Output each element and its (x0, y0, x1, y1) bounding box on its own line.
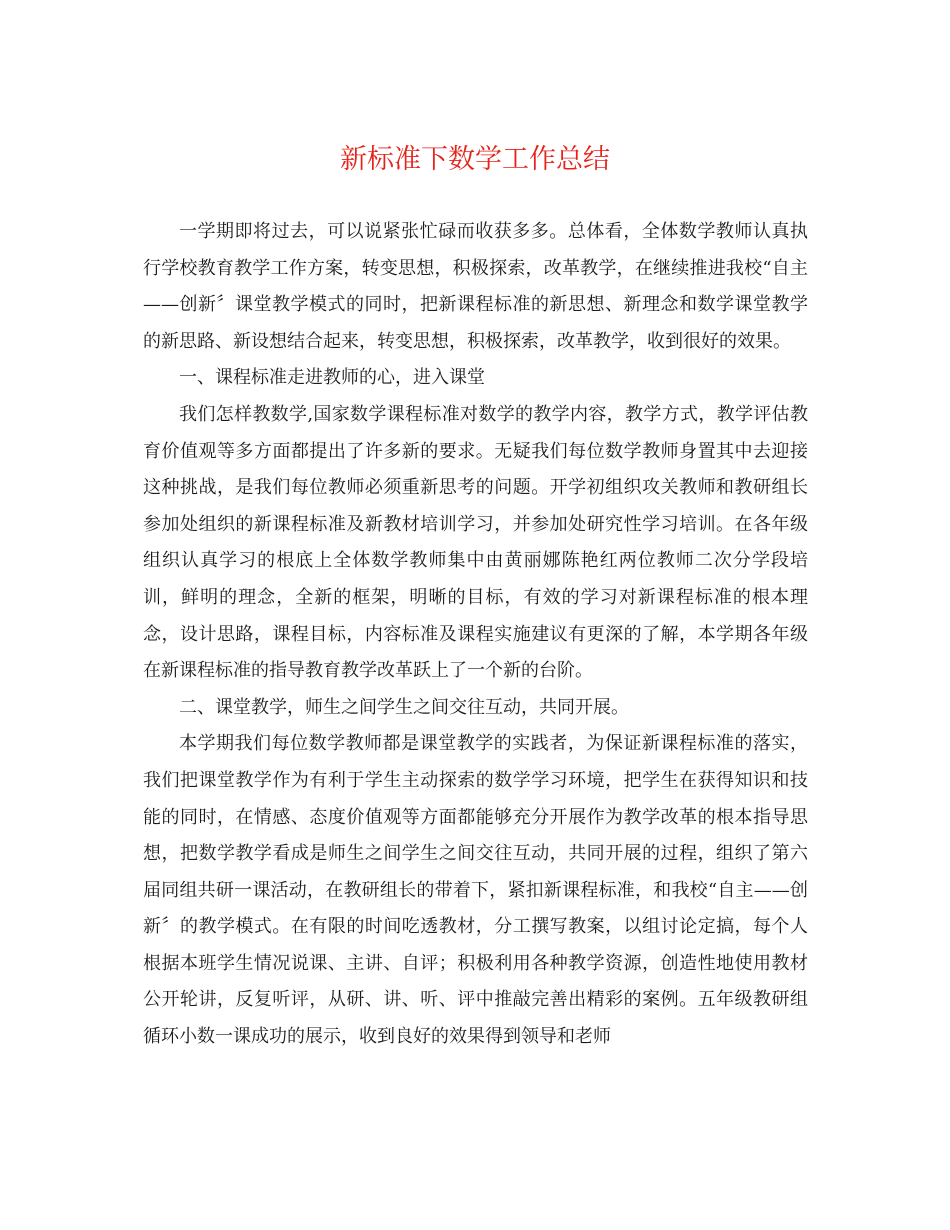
intro-paragraph: 一学期即将过去，可以说紧张忙碌而收获多多。总体看，全体数学教师认真执行学校教育教学工作方案，转变思想，积极探索，改革教学，在继续推进我校“自主——创新〞课堂教学模式的同时，把新课程标准的新思想、新理念和数学课堂教学的新思路、新设想结合起来，转变思想，积极探索，改革教学，收到很好的效果。 (143, 221, 808, 352)
document-body (143, 214, 808, 1056)
section-heading-1: 一、课程标准走进教师的心，进入课堂 (179, 367, 485, 389)
section-1-paragraph: 我们怎样教数学,国家数学课程标准对数学的教学内容，教学方式，教学评估教育价值观等多方面都提出了许多新的要求。无疑我们每位数学教师身置其中去迎接这种挑战，是我们每位教师必须重新思考的问题。开学初组织攻关教师和教研组长参加处组织的新课程标准及新教材培训学习，并参加处研究性学习培训。在各年级组织认真学习的根底上全体数学教师集中由黄丽娜陈艳红两位教师二次分学段培训，鲜明的理念，全新的框架，明晰的目标，有效的学习对新课程标准的根本理念，设计思路，课程目标，内容标准及课程实施建议有更深的了解，本学期各年级在新课程标准的指导教育教学改革跃上了一个新的台阶。 (143, 403, 808, 682)
section-heading-2: 二、课堂教学，师生之间学生之间交往互动，共同开展。 (179, 696, 629, 718)
document-title: 新标准下数学工作总结 (340, 144, 610, 175)
section-2-paragraph: 本学期我们每位数学教师都是课堂教学的实践者，为保证新课程标准的落实，我们把课堂教学作为有利于学生主动探索的数学学习环境，把学生在获得知识和技能的同时，在情感、态度价值观等方面都能够充分开展作为教学改革的根本指导思想，把数学教学看成是师生之间学生之间交往互动，共同开展的过程，组织了第六届同组共研一课活动，在教研组长的带着下，紧扣新课程标准，和我校“自主——创新〞的教学模式。在有限的时间吃透教材，分工撰写教案，以组讨论定搞，每个人根据本班学生情况说课、主讲、自评；积极利用各种教学资源，创造性地使用教材公开轮讲，反复听评，从研、讲、听、评中推敲完善出精彩的案例。五年级教研组循环小数一课成功的展示，收到良好的效果得到领导和老师 (143, 733, 808, 1048)
